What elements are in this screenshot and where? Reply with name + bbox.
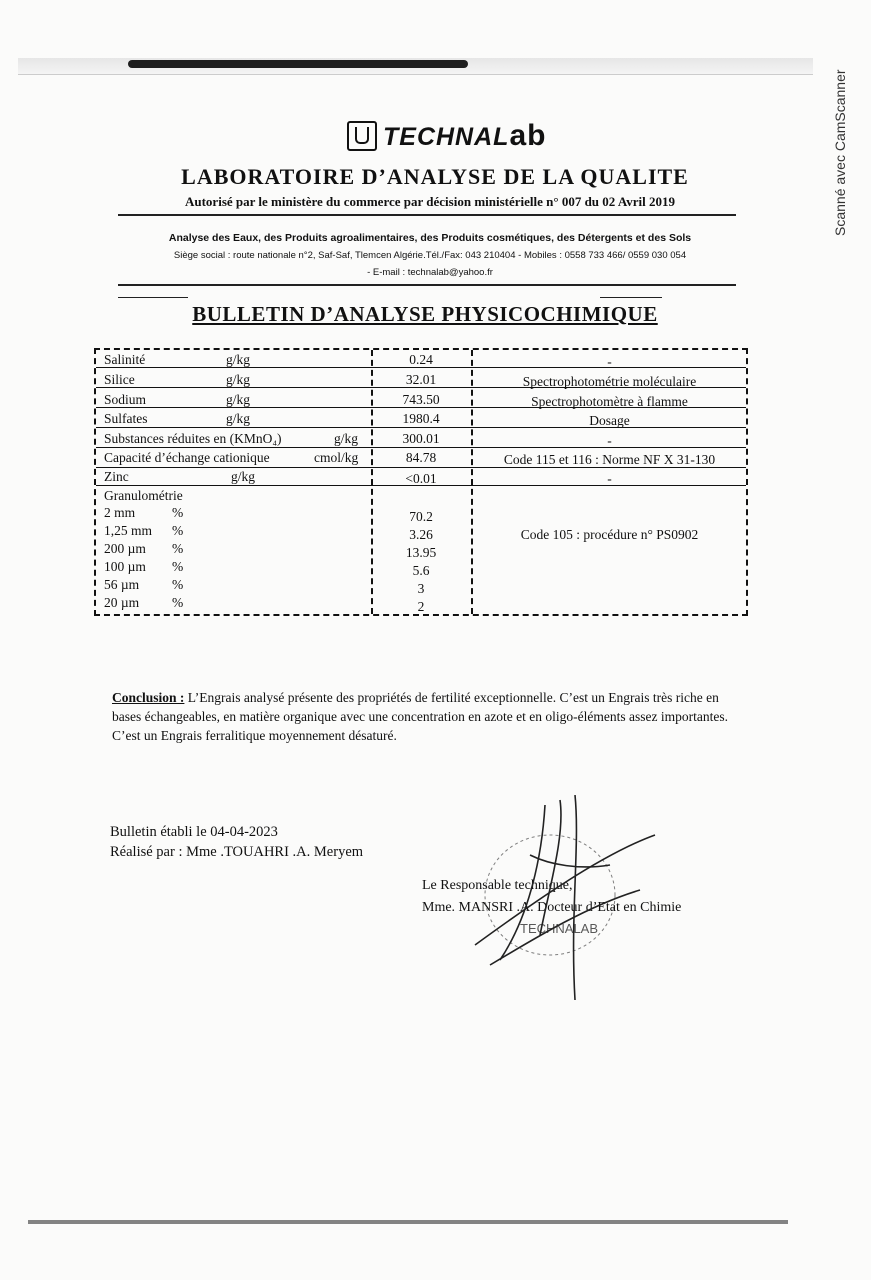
value: 13.95: [405, 545, 437, 560]
unit-label: g/kg: [231, 469, 256, 484]
unit-label: g/kg: [226, 352, 251, 367]
unit-label: %: [172, 523, 184, 538]
param-label: Sulfates: [104, 411, 148, 426]
stamp-text: TECHNALAB: [520, 921, 599, 936]
size-label: 100 µm: [104, 559, 146, 574]
unit-label: %: [172, 505, 184, 520]
lab-activity: Analyse des Eaux, des Produits agroalimentaires, des Produits cosmétiques, des Détergents et des Sols: [168, 232, 692, 244]
value: <0.01: [405, 471, 437, 486]
unit-label: %: [172, 595, 184, 610]
param-label: Substances réduites en (KMnO₄): [104, 431, 282, 446]
lab-email: - E-mail : technalab@yahoo.fr: [367, 267, 493, 278]
size-label: 2 mm: [104, 505, 136, 520]
unit-label: g/kg: [226, 411, 251, 426]
value: 3: [417, 581, 425, 596]
technalab-logo: [347, 116, 546, 156]
size-label: 1,25 mm: [104, 523, 153, 538]
param-label: Zinc: [104, 469, 129, 484]
param-label: Salinité: [104, 352, 146, 367]
unit-label: %: [172, 577, 184, 592]
method: Code 115 et 116 : Norme NF X 31-130: [503, 452, 716, 467]
method: Dosage: [589, 413, 630, 428]
stamp: [485, 835, 615, 955]
unit-label: %: [172, 559, 184, 574]
lab-title: LABORATOIRE D’ANALYSE DE LA QUALITE: [181, 164, 689, 189]
value: 84.78: [405, 450, 437, 465]
value: 300.01: [402, 431, 440, 446]
value: 1980.4: [402, 411, 440, 426]
short-rule-left: [118, 297, 188, 298]
granulometry-label: Granulométrie: [104, 488, 183, 503]
param-label: Capacité d’échange cationique: [104, 450, 270, 465]
logo-suffix: ab: [509, 119, 547, 152]
value: 70.2: [409, 509, 433, 524]
method: Spectrophotométrie moléculaire: [522, 374, 697, 389]
granulometry-method: Code 105 : procédure n° PS0902: [520, 527, 699, 542]
lab-address: Siège social : route nationale n°2, Saf-Saf, Tlemcen Algérie.Tél./Fax: 043 210404 - Mobiles : 0558 733 466/ 0559 030 054: [173, 250, 687, 261]
value: 32.01: [405, 372, 437, 387]
lab-authorisation: Autorisé par le ministère du commerce par décision ministérielle n° 007 du 02 Avril 2019: [184, 194, 675, 209]
signature-and-stamp: [470, 795, 670, 1005]
realised-by: Réalisé par : Mme .TOUAHRI .A. Meryem: [110, 844, 364, 860]
conclusion-paragraph: [112, 688, 732, 745]
responsible-title: Le Responsable technique,: [422, 878, 573, 893]
conclusion-text: L’Engrais analysé présente des propriétés de fertilité exceptionnelle. C’est un Engrais très riche en bases échangeables, en matière organique avec une concentration en azote et en oligo-éléments assez importantes. C’est un Engrais ferralitique moyennement désaturé.: [112, 690, 728, 743]
camscanner-watermark: Scanné avec CamScanner: [832, 69, 848, 236]
method: -: [607, 354, 612, 369]
bulletin-title: BULLETIN D’ANALYSE PHYSICOCHIMIQUE: [192, 302, 658, 326]
flask-icon: [347, 121, 377, 151]
param-label: Sodium: [104, 392, 147, 407]
analysis-table: [94, 348, 748, 616]
scan-bottom-edge: [28, 1220, 788, 1224]
short-rule-right: [600, 297, 662, 298]
unit-label: g/kg: [226, 392, 251, 407]
unit-label: %: [172, 541, 184, 556]
address-divider: [118, 284, 736, 286]
logo-main: TECHNAL: [383, 123, 510, 151]
param-label: Silice: [104, 372, 135, 387]
value: 5.6: [412, 563, 430, 578]
header-divider: [118, 214, 736, 216]
scan-edge-bar: [18, 58, 813, 75]
conclusion-label: Conclusion :: [112, 690, 185, 705]
size-label: 20 µm: [104, 595, 140, 610]
unit-label: cmol/kg: [314, 450, 359, 465]
value: 2: [417, 599, 425, 614]
responsible-name: Mme. MANSRI .A. Docteur d’Etat en Chimie: [422, 900, 682, 915]
size-label: 56 µm: [104, 577, 140, 592]
size-label: 200 µm: [104, 541, 146, 556]
value: 0.24: [409, 352, 433, 367]
unit-label: g/kg: [334, 431, 359, 446]
handwritten-signature: [475, 795, 655, 1000]
method: Spectrophotomètre à flamme: [531, 394, 688, 409]
method: -: [607, 433, 612, 448]
established-date: Bulletin établi le 04-04-2023: [110, 824, 278, 840]
method: -: [607, 471, 612, 486]
value: 3.26: [409, 527, 433, 542]
value: 743.50: [402, 392, 440, 407]
unit-label: g/kg: [226, 372, 251, 387]
bulletin-footer: [110, 822, 363, 862]
